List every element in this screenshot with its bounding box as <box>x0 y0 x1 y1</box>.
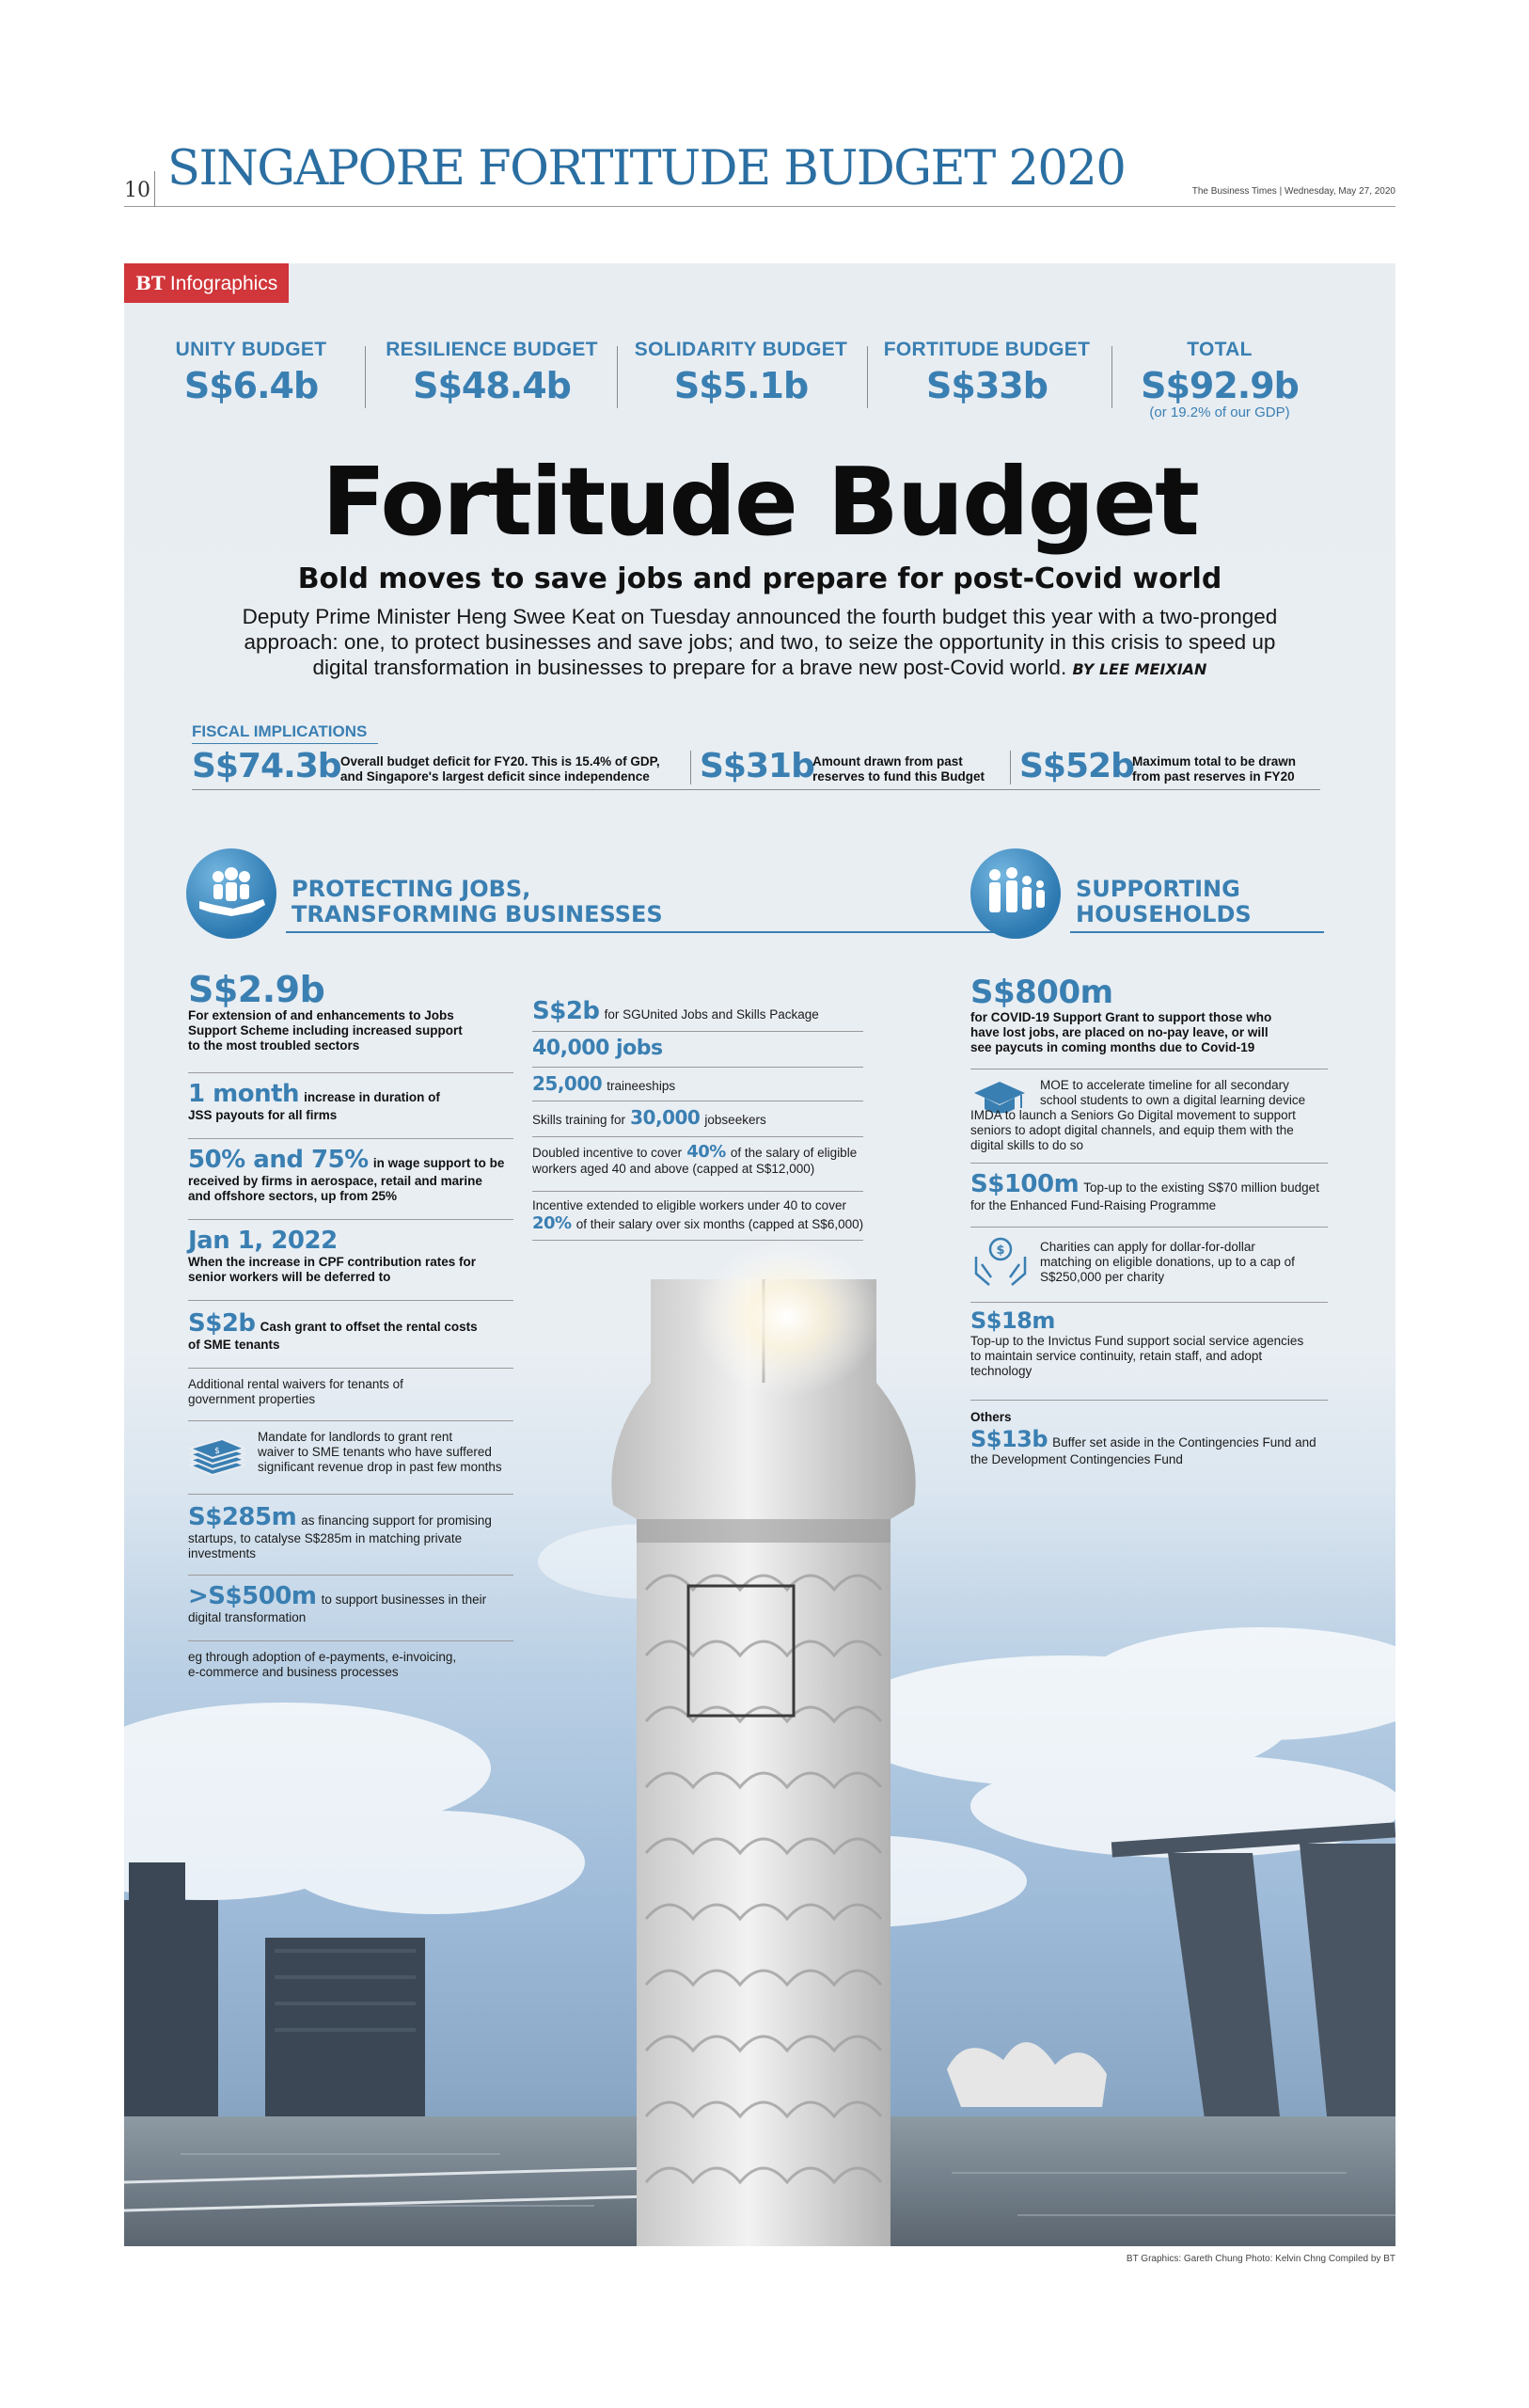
desc-line: senior workers will be deferred to <box>188 1270 391 1284</box>
stat-desc <box>258 1430 502 1475</box>
stat-value: S$18m <box>970 1307 1055 1334</box>
budget-name: UNITY BUDGET <box>175 339 327 360</box>
fiscal-implications <box>192 722 1320 790</box>
budget-value: S$48.4b <box>413 365 571 406</box>
rental-grant-item <box>188 1309 513 1353</box>
desc-line: jobseekers <box>704 1113 766 1127</box>
divider <box>532 1031 863 1032</box>
svg-text:$: $ <box>996 1244 1005 1258</box>
section-title <box>292 877 663 927</box>
stat-value: S$2.9b <box>188 969 325 1010</box>
desc-line: traineeships <box>607 1079 676 1093</box>
stat-desc <box>970 1108 1296 1153</box>
desc-line: Charities can apply for dollar-for-dollar <box>1040 1240 1255 1254</box>
invictus-fund-item <box>970 1307 1328 1379</box>
section-title <box>1076 877 1252 927</box>
headline: Fortitude Budget <box>322 447 1198 557</box>
fiscal-label: FISCAL IMPLICATIONS <box>192 722 368 740</box>
rent-mandate-item <box>188 1430 513 1486</box>
divider <box>532 1067 863 1068</box>
desc-line: Incentive extended to eligible workers under 40 to cover <box>532 1198 846 1212</box>
section-underline <box>286 931 995 933</box>
byline: BY LEE MEIXIAN <box>1072 660 1207 678</box>
section-title-line: PROTECTING JOBS, <box>292 876 531 902</box>
stat-value: 25,000 <box>532 1072 603 1095</box>
desc-line: waiver to SME tenants who have suffered <box>258 1445 492 1459</box>
desc-line: MOE to accelerate timeline for all secondary <box>1040 1078 1289 1092</box>
desc-line: Top-up to the existing S$70 million budget <box>1083 1180 1319 1195</box>
others-label: Others <box>970 1410 1012 1424</box>
desc-line: e-commerce and business processes <box>188 1665 399 1679</box>
subheadline: Bold moves to save jobs and prepare for post-Covid world <box>297 562 1222 595</box>
family-icon <box>970 848 1061 939</box>
desc-line: received by firms in aerospace, retail and marine <box>188 1174 482 1188</box>
page-divider <box>154 171 155 207</box>
desc-line: matching on eligible donations, up to a cap of <box>1040 1255 1295 1269</box>
budget-value: S$5.1b <box>673 365 809 406</box>
budget-name: FORTITUDE BUDGET <box>883 339 1091 360</box>
divider <box>970 1302 1328 1303</box>
incentive-extension-item <box>532 1198 863 1233</box>
desc-line: of the salary of eligible <box>730 1146 858 1160</box>
bt-infographics-tag <box>124 263 289 303</box>
desc-line: S$250,000 per charity <box>1040 1270 1165 1284</box>
publication-dateline: The Business Times | Wednesday, May 27, 2020 <box>1191 186 1395 197</box>
desc-line: seniors to adopt digital channels, and equip them with the <box>970 1123 1294 1137</box>
credits: BT Graphics: Gareth Chung Photo: Kelvin Chng Compiled by BT <box>1126 2254 1395 2264</box>
divider <box>188 1368 513 1369</box>
stat-value: 50% and 75% <box>188 1146 369 1174</box>
divider <box>188 1072 513 1073</box>
budget-gdp-note: (or 19.2% of our GDP) <box>1149 404 1290 420</box>
fiscal-desc <box>340 754 660 784</box>
merlion-statue <box>611 1279 915 2246</box>
desc-line: IMDA to launch a Seniors Go Digital movement to support <box>970 1108 1296 1122</box>
divider <box>188 1575 513 1576</box>
masthead <box>124 132 1395 207</box>
fiscal-desc <box>812 754 985 784</box>
traineeships-item <box>532 1072 863 1095</box>
desc-line: government properties <box>188 1392 316 1406</box>
stat-desc <box>1040 1078 1305 1108</box>
stat-value: S$2b <box>188 1309 256 1338</box>
infographic-panel <box>124 263 1395 2246</box>
desc-line: as financing support for promising <box>301 1513 492 1528</box>
stat-value: Jan 1, 2022 <box>188 1227 338 1255</box>
desc-line: of SME tenants <box>188 1338 280 1352</box>
jobs-count-item <box>532 1037 863 1060</box>
desc-line: in wage support to be <box>372 1156 505 1170</box>
digital-transformation-item <box>188 1582 513 1625</box>
sgunited-item <box>532 997 863 1025</box>
desc-line: significant revenue drop in past few months <box>258 1460 502 1474</box>
desc-line: digital skills to do so <box>970 1138 1084 1152</box>
desc-line: Doubled incentive to cover <box>532 1146 683 1160</box>
budget-value: S$92.9b <box>1141 365 1299 406</box>
desc-line: startups, to catalyse S$285m in matching private <box>188 1531 463 1545</box>
stat-desc <box>970 1334 1328 1379</box>
desc-line: eg through adoption of e-payments, e-invoicing, <box>188 1650 457 1664</box>
divider <box>532 1191 863 1192</box>
desc-line: have lost jobs, are placed on no-pay leave, or will <box>970 1025 1269 1039</box>
budget-divider <box>1111 346 1112 408</box>
fiscal-desc-line: Overall budget deficit for FY20. This is 15.4% of GDP, <box>340 754 660 768</box>
covid-grant-item <box>970 974 1328 1055</box>
desc-line: see paycuts in coming months due to Covid-19 <box>970 1040 1255 1054</box>
rental-waiver-item <box>188 1377 513 1407</box>
desc-line: Buffer set aside in the Contingencies Fund and <box>1052 1435 1316 1450</box>
desc-line: for COVID-19 Support Grant to support those who <box>970 1010 1272 1024</box>
stat-desc <box>188 1255 513 1285</box>
budget-name: TOTAL <box>1187 339 1253 360</box>
stat-value: 1 month <box>188 1080 300 1108</box>
desc-line: digital transformation <box>188 1610 307 1624</box>
desc-line: to the most troubled sectors <box>188 1038 360 1053</box>
stat-value: 30,000 <box>630 1106 701 1129</box>
jss-item <box>188 971 513 1054</box>
section-title-line: HOUSEHOLDS <box>1076 901 1252 927</box>
charity-matching-item <box>970 1236 1328 1296</box>
intro-paragraph <box>237 604 1283 682</box>
desc-line: Mandate for landlords to grant rent <box>258 1430 453 1444</box>
digital-learning-item <box>970 1078 1328 1153</box>
fiscal-value: S$52b <box>1019 747 1134 785</box>
fiscal-desc <box>1132 754 1296 784</box>
stat-value: S$285m <box>188 1503 297 1531</box>
fiscal-divider <box>1010 751 1011 784</box>
stat-value: S$2b <box>532 997 600 1025</box>
desc-line: investments <box>188 1546 257 1560</box>
digital-examples-item <box>188 1650 513 1680</box>
hands-people-icon <box>186 848 276 939</box>
desc-line: increase in duration of <box>304 1090 440 1104</box>
desc-line: and offshore sectors, up from 25% <box>188 1189 398 1203</box>
budget-fortitude <box>881 339 1093 408</box>
desc-line: for SGUnited Jobs and Skills Package <box>604 1007 819 1022</box>
desc-line: to maintain service continuity, retain staff, and adopt <box>970 1349 1263 1363</box>
divider <box>970 1163 1328 1164</box>
section-title-line: SUPPORTING <box>1076 876 1240 902</box>
jobs-column-2 <box>532 997 863 1232</box>
stat-value: >S$500m <box>188 1582 317 1610</box>
budget-value: S$6.4b <box>183 365 319 406</box>
jobs-column-1 <box>188 969 513 1679</box>
desc-line: Skills training for <box>532 1113 626 1127</box>
cpf-deferral-item <box>188 1227 513 1285</box>
stat-desc <box>188 1008 513 1054</box>
budget-total <box>1140 339 1300 420</box>
households-column <box>970 974 1328 1501</box>
budget-resilience <box>383 339 601 408</box>
others-item <box>970 1409 1328 1467</box>
divider <box>188 1219 513 1220</box>
budget-divider <box>365 346 366 408</box>
hands-dollar-icon <box>972 1236 1029 1289</box>
sun-flare <box>688 1232 886 1402</box>
budget-name: RESILIENCE BUDGET <box>386 339 598 360</box>
bt-logo: BT <box>135 272 166 294</box>
desc-line: school students to own a digital learning device <box>1040 1093 1306 1107</box>
divider <box>970 1400 1328 1401</box>
stat-desc <box>1040 1240 1295 1285</box>
budget-value: S$33b <box>926 365 1048 406</box>
desc-line: JSS payouts for all firms <box>188 1108 338 1122</box>
stat-desc <box>970 1010 1328 1055</box>
desc-line: workers aged 40 and above (capped at S$12,000) <box>532 1162 815 1176</box>
divider <box>188 1640 513 1641</box>
section-underline <box>1070 931 1324 933</box>
divider <box>970 1227 1328 1228</box>
fiscal-desc-line: Amount drawn from past <box>812 754 963 768</box>
stat-value: 40% <box>686 1142 726 1162</box>
divider <box>188 1300 513 1301</box>
divider <box>188 1138 513 1139</box>
budget-name: SOLIDARITY BUDGET <box>634 339 848 360</box>
money-stack-icon <box>188 1437 246 1481</box>
desc-line: for the Enhanced Fund-Raising Programme <box>970 1198 1217 1212</box>
section-title-line: TRANSFORMING BUSINESSES <box>292 901 663 927</box>
budget-solidarity <box>632 339 850 408</box>
startup-financing-item <box>188 1503 513 1561</box>
fiscal-value: S$74.3b <box>192 747 341 785</box>
intro-text: Deputy Prime Minister Heng Swee Keat on Tuesday announced the fourth budget this year with a two-pronged approach: one, to protect businesses and save jobs; and two, to seize the opportunity in this crisis to speed up digital transformation in businesses to prepare for a brave new post-Covid world. <box>242 605 1278 679</box>
section-protecting-jobs <box>186 848 995 943</box>
budget-divider <box>617 346 618 408</box>
desc-line: the Development Contingencies Fund <box>970 1452 1183 1466</box>
desc-line: Additional rental waivers for tenants of <box>188 1377 403 1391</box>
fiscal-reserves-drawn <box>700 747 1010 784</box>
fundraising-item <box>970 1170 1328 1213</box>
fiscal-label-underline <box>192 743 378 744</box>
divider <box>188 1494 513 1495</box>
fiscal-desc-line: Maximum total to be drawn <box>1132 754 1297 768</box>
wage-support-item <box>188 1146 513 1204</box>
desc-line: to support businesses in their <box>321 1592 487 1607</box>
desc-line: Support Scheme including increased support <box>188 1023 463 1038</box>
divider <box>532 1240 863 1241</box>
desc-line: For extension of and enhancements to Jobs <box>188 1008 454 1022</box>
budgets-summary <box>171 339 1299 442</box>
skills-training-item <box>532 1106 863 1129</box>
stat-desc <box>188 1531 513 1561</box>
budget-unity <box>171 339 331 408</box>
fiscal-deficit <box>192 747 700 784</box>
stat-value: S$13b <box>970 1426 1048 1452</box>
budget-divider <box>867 346 868 408</box>
divider <box>532 1136 863 1137</box>
fiscal-desc-line: from past reserves in FY20 <box>1132 769 1295 784</box>
desc-line: When the increase in CPF contribution rates for <box>188 1255 477 1269</box>
jss-duration-item <box>188 1080 513 1123</box>
desc-line: Cash grant to offset the rental costs <box>260 1320 478 1334</box>
stat-value: 40,000 jobs <box>532 1037 663 1060</box>
stat-value: S$800m <box>970 974 1113 1011</box>
section-supporting-households <box>970 848 1328 943</box>
fiscal-desc-line: reserves to fund this Budget <box>812 769 985 784</box>
stat-desc <box>188 1174 513 1204</box>
stat-value: 20% <box>532 1213 572 1233</box>
desc-line: technology <box>970 1364 1032 1378</box>
page-number: 10 <box>124 179 150 202</box>
hiring-incentive-item <box>532 1142 863 1177</box>
divider <box>188 1420 513 1421</box>
fiscal-desc-line: and Singapore's largest deficit since independence <box>340 769 650 784</box>
stat-value: S$100m <box>970 1170 1080 1198</box>
fiscal-max-drawn <box>1019 747 1320 784</box>
svg-text:$: $ <box>214 1447 220 1456</box>
section-title: SINGAPORE FORTITUDE BUDGET 2020 <box>167 141 1126 197</box>
infographics-label: Infographics <box>169 273 278 294</box>
fiscal-value: S$31b <box>700 747 814 785</box>
desc-line: Top-up to the Invictus Fund support social service agencies <box>970 1334 1304 1348</box>
fiscal-divider <box>690 751 691 784</box>
desc-line: of their salary over six months (capped at S$6,000) <box>575 1217 864 1231</box>
